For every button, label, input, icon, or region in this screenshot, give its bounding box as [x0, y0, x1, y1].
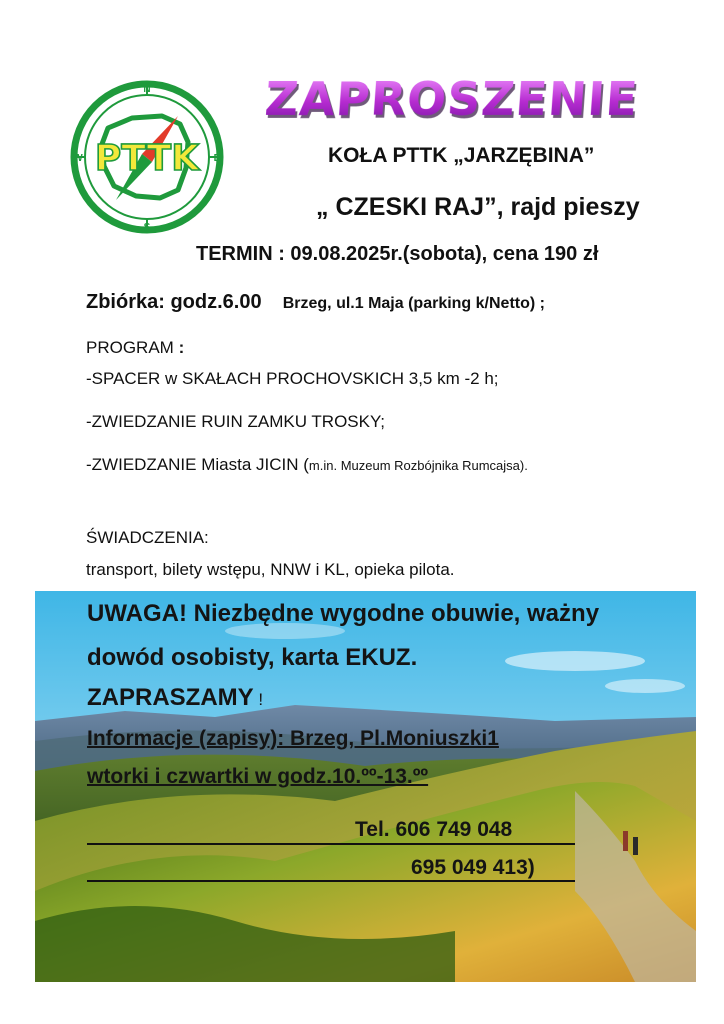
- program-item-3-note: m.in. Muzeum Rozbójnika Rumcajsa).: [308, 458, 528, 473]
- compass-n: N: [143, 84, 151, 95]
- compass-e: E: [213, 153, 221, 164]
- divider-line-1: [87, 843, 575, 845]
- info-line: Informacje (zapisy): Brzeg, Pl.Moniuszki1: [87, 727, 499, 750]
- phone-1: Tel. 606 749 048: [355, 818, 513, 841]
- term-line: TERMIN : 09.08.2025r.(sobota), cena 190 zł: [196, 243, 599, 265]
- page-title: ZAPROSZENIE: [263, 72, 641, 126]
- services-text: transport, bilety wstępu, NNW i KL, opieka pilota.: [86, 560, 455, 579]
- services-heading: ŚWIADCZENIA:: [86, 528, 209, 547]
- logo-text: PTTK: [94, 138, 200, 179]
- notice-line-1: UWAGA! Niezbędne wygodne obuwie, ważny: [87, 600, 600, 627]
- program-item-1: -SPACER w SKAŁACH PROCHOVSKICH 3,5 km -2 h;: [86, 369, 499, 388]
- program-item-2: -ZWIEDZANIE RUIN ZAMKU TROSKY;: [86, 412, 385, 431]
- trip-name: „ CZESKI RAJ”, rajd pieszy: [316, 193, 640, 221]
- meeting-label: Zbiórka: godz.6.00: [86, 291, 262, 313]
- invite-mark: !: [253, 690, 264, 709]
- pttk-logo: [70, 80, 224, 234]
- program-heading-text: PROGRAM: [86, 338, 179, 357]
- compass-s: S: [143, 222, 151, 233]
- meeting-line: [86, 291, 545, 314]
- compass-w: W: [73, 153, 83, 164]
- divider-line-2: [87, 880, 575, 882]
- hours-line: wtorki i czwartki w godz.10.ºº-13.ºº: [87, 765, 429, 788]
- club-name: KOŁA PTTK „JARZĘBINA”: [328, 144, 595, 167]
- invite-text: ZAPRASZAMY: [87, 684, 254, 711]
- meeting-address: Brzeg, ul.1 Maja (parking k/Netto) ;: [282, 295, 545, 312]
- program-item-3: [86, 455, 528, 475]
- notice-line-2: dowód osobisty, karta EKUZ.: [87, 644, 418, 671]
- phone-2: 695 049 413): [411, 856, 535, 879]
- program-item-3-text: -ZWIEDZANIE Miasta JICIN (: [86, 455, 309, 474]
- program-heading-colon: :: [178, 338, 185, 357]
- program-heading: [86, 338, 184, 358]
- invite-line: [87, 684, 263, 712]
